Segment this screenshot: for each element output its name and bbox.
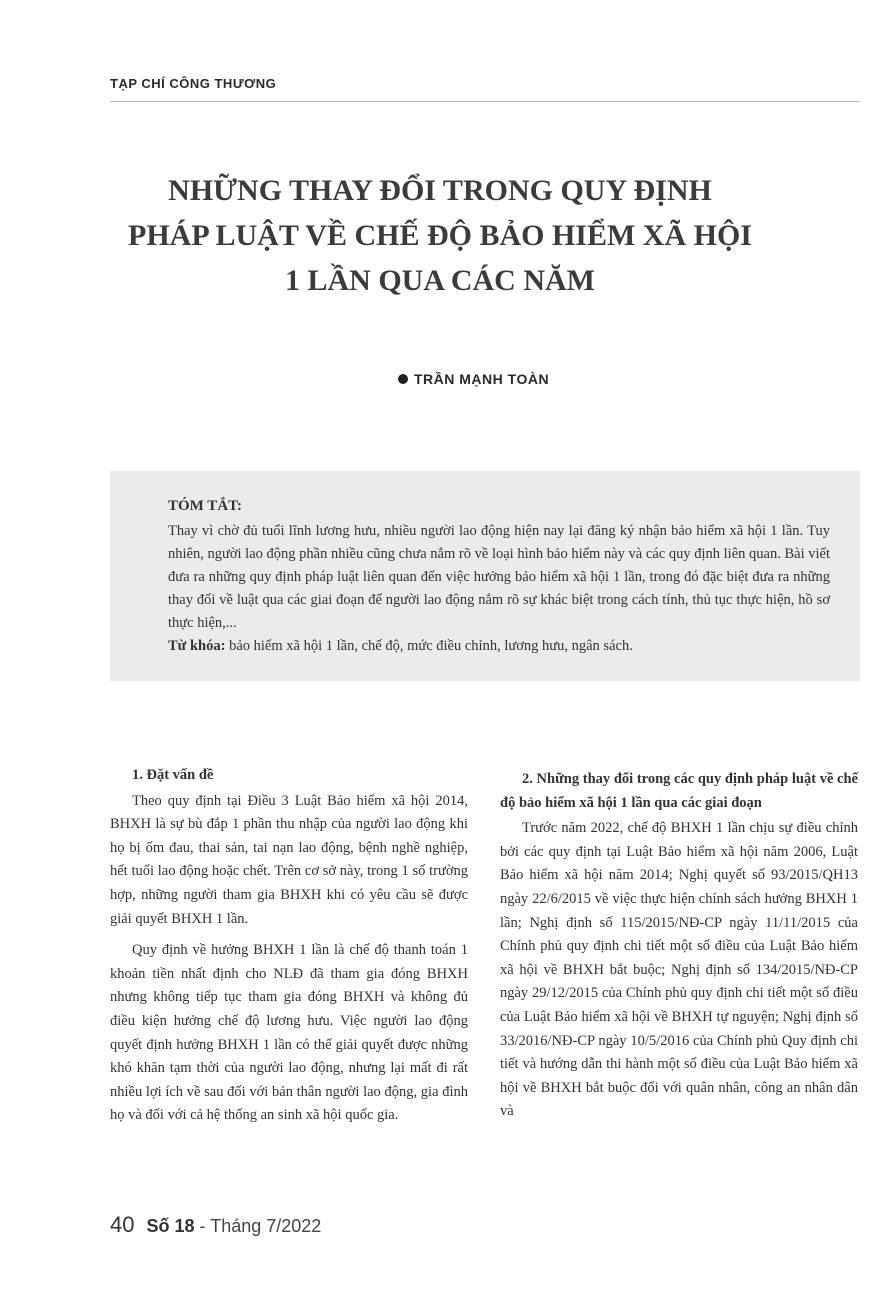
paragraph: Theo quy định tại Điều 3 Luật Bảo hiểm xã hội 2014, BHXH là sự bù đắp 1 phần thu nhập của người lao động khi họ bị ốm đau, thai sản, tai nạn lao động, bệnh nghề nghiệp, hết tuổi lao động hoặc chết. Trên cơ sở này, trong 1 số trường hợp, những người tham gia BHXH khi có yêu cầu sẽ được giải quyết BHXH 1 lần.	[110, 792, 468, 927]
section-heading: 1. Đặt vấn đề	[132, 767, 214, 783]
title-line: PHÁP LUẬT VỀ CHẾ ĐỘ BẢO HIỂM XÃ HỘI	[128, 219, 752, 252]
title-line: NHỮNG THAY ĐỔI TRONG QUY ĐỊNH	[168, 174, 712, 207]
paragraph: Quy định về hưởng BHXH 1 lần là chế độ thanh toán 1 khoản tiền nhất định cho NLĐ đã tham gia đóng BHXH nhưng không tiếp tục tham gia đóng BHXH và không đủ điều kiện hưởng chế độ lương hưu. Việc người lao động quyết định hưởng BHXH 1 lần có thể giải quyết được những khó khăn tạm thời của người lao động, nhưng lại mất đi rất nhiều lợi ích về sau đối với bản thân người lao động, gia đình họ và đối với cả hệ thống an sinh xã hội quốc gia.	[110, 942, 468, 1124]
author-name: TRẦN MẠNH TOÀN	[414, 371, 550, 387]
page-footer	[110, 1212, 321, 1238]
issue-date: - Tháng 7/2022	[199, 1216, 322, 1236]
keywords-text: bảo hiểm xã hội 1 lần, chế độ, mức điều chỉnh, lương hưu, ngân sách.	[229, 638, 633, 654]
abstract-box	[110, 471, 860, 681]
abstract-text: Thay vì chờ đủ tuổi lĩnh lương hưu, nhiều người lao động hiện nay lại đăng ký nhận bảo hiểm xã hội 1 lần. Tuy nhiên, người lao động phần nhiều cũng chưa nắm rõ về loại hình bảo hiểm này và các quy định liên quan. Bài viết đưa ra những quy định pháp luật liên quan đến việc hưởng bảo hiểm xã hội 1 lần, trong đó đặc biệt đưa ra những thay đổi về luật qua các giai đoạn để người lao động nắm rõ sự khác biệt trong cách tính, thủ tục thực hiện, hồ sơ thực hiện,...	[168, 523, 830, 631]
journal-name: TẠP CHÍ CÔNG THƯƠNG	[110, 76, 277, 91]
left-column	[110, 764, 468, 1136]
author	[398, 371, 549, 387]
title-line: 1 LẦN QUA CÁC NĂM	[285, 264, 595, 297]
issue-number: Số 18	[146, 1216, 195, 1236]
section-heading: 2. Những thay đổi trong các quy định pháp luật về chế độ bảo hiểm xã hội 1 lần qua các giai đoạn	[500, 771, 858, 811]
paragraph: Trước năm 2022, chế độ BHXH 1 lần chịu sự điều chỉnh bởi các quy định tại Luật Bảo hiểm xã hội năm 2006, Luật Bảo hiểm xã hội năm 2014; Nghị quyết số 93/2015/QH13 ngày 22/6/2015 về việc thực hiện chính sách hưởng BHXH 1 lần; Nghị định số 115/2015/NĐ-CP ngày 11/11/2015 của Chính phủ quy định chi tiết một số điều của Luật Bảo hiểm xã hội về BHXH bắt buộc; Nghị định số 134/2015/NĐ-CP ngày 29/12/2015 của Chính phủ quy định chi tiết một số điều của Luật Bảo hiểm xã hội về BHXH tự nguyện; Nghị định số 33/2016/NĐ-CP ngày 10/5/2016 của Chính phủ Quy định chi tiết và hướng dẫn thi hành một số điều của Luật Bảo hiểm xã hội về BHXH bắt buộc đối với quân nhân, công an nhân dân và	[500, 820, 858, 1120]
bullet-icon	[398, 374, 408, 384]
header-rule	[110, 101, 860, 102]
page-number: 40	[110, 1212, 135, 1237]
right-column	[500, 768, 858, 1132]
keywords	[168, 635, 830, 658]
abstract-heading: TÓM TẮT:	[168, 498, 243, 514]
article-title	[110, 168, 770, 303]
keywords-label: Từ khóa:	[168, 638, 226, 654]
